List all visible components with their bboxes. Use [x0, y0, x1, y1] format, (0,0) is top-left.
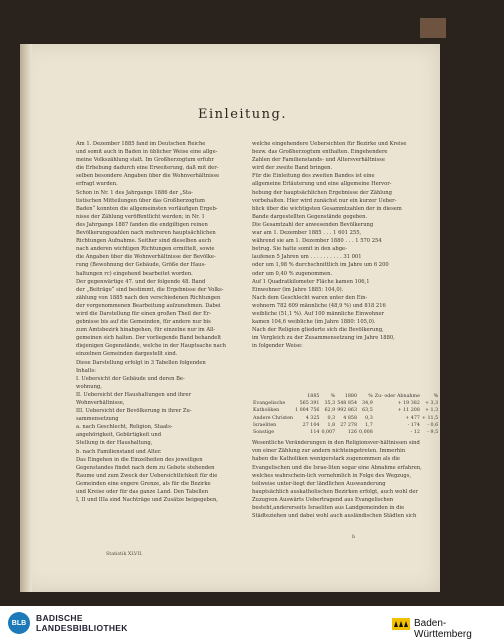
- text-line: stark zugenommen als die Evangelischen und die Israe-: [252, 456, 400, 471]
- text-line: ziehen und dabei wohl auch ausländischen Städten sich: [269, 513, 417, 520]
- text-line: zählung von 1885 nach den verschiedenen Richtungen: [76, 294, 221, 301]
- text-line: und somit auch in Baden in üblicher Weise eine allge-: [76, 149, 218, 156]
- book-edge: [420, 18, 446, 38]
- printer-signature: Statistik XLVII.: [106, 552, 143, 557]
- table-cell: + 19 382: [397, 401, 420, 407]
- text-line: kamen 104,6 weibliche (im Jahre 1880: 105,0).: [252, 319, 376, 326]
- text-line: Diese Darstellung erfolgt in 3 Tabellen folgenden: [76, 359, 206, 366]
- text-line: Auf 1 Quadratkilometer Fläche kamen 106,1: [252, 278, 370, 285]
- table-header-cell: Zu- oder Abnahme: [374, 394, 420, 399]
- footer-bar: [0, 606, 504, 642]
- right-text-column: [252, 140, 422, 350]
- table-cell: 27 104: [302, 422, 320, 428]
- religion-table: [252, 393, 439, 520]
- text-line: oder um 1,98 % durchschnittlich im Jahre um 6 200: [252, 262, 389, 269]
- table-cell: Israeliten: [253, 422, 277, 428]
- table-cell: 62,9: [324, 408, 336, 414]
- table-cell: 63,5: [362, 408, 373, 414]
- table-cell: 1,8: [327, 422, 336, 428]
- text-line: wird der zweite Band bringen.: [252, 165, 333, 172]
- blb-name-line2: LANDESBIBLIOTHEK: [36, 623, 128, 633]
- table-row: [252, 422, 439, 429]
- table-cell: Evangelische: [253, 401, 286, 407]
- text-line: gemeinen sich halten. Der vorliegende Band behandelt: [76, 335, 222, 342]
- table-cell: + 11 208: [397, 408, 420, 414]
- text-line: diejenigen Gegenstände, welche in der Hauptsache nach: [76, 343, 226, 350]
- text-line: sammensetzung: [76, 416, 119, 423]
- text-line: hebung der hauptsächlichen Ergebnisse der Zählung: [252, 189, 392, 196]
- text-line: andererseits Israeliten aus Landgemeinden in die Städte: [252, 504, 405, 520]
- text-line: katholischen Bezirken erfolgt, auch wohl der Zuzug: [252, 488, 418, 503]
- page-gutter: [20, 44, 32, 592]
- text-line: Am 1. Dezember 1885 fand im Deutschen Reiche: [76, 141, 206, 147]
- text-line: Der gegenwärtige 47. und der folgende 48. Band: [76, 278, 206, 285]
- table-cell: Katholiken: [253, 408, 280, 414]
- text-line: meine Volkszählung statt. Im Großherzogtum erfuhr: [76, 157, 214, 164]
- table-cell: 1,7: [365, 422, 373, 428]
- text-line: tistischen Mitteilungen über das Großherzogtum: [76, 197, 205, 204]
- text-line: nach anderen wichtigen Richtungen ermittelt, sowie: [76, 246, 215, 253]
- page-mark: b: [352, 534, 356, 540]
- text-line: welche eingehendere Uebersichten für Bezirke und Kreise: [252, 141, 407, 147]
- text-line: erfragt wurden.: [76, 181, 118, 188]
- table-cell: 0,3: [327, 415, 336, 421]
- text-line: b. nach Familienstand und Alter.: [76, 448, 162, 455]
- table-cell: 114: [310, 430, 320, 436]
- text-line: angehörigkeit, Gebürtigkeit und: [76, 432, 162, 439]
- text-line: Raume und zum Zweck der Uebersichtlichkeit für die: [76, 472, 218, 479]
- text-line: wird die Darstellung für einen großen Theil der Er-: [76, 310, 212, 317]
- text-line: III. Uebersicht der Bevölkerung in ihrer Zu-: [76, 408, 192, 415]
- text-line: I, II und IIIa sind Nachträge und Zusätze beigegeben,: [76, 497, 218, 504]
- table-cell: 1 004 756: [295, 408, 320, 414]
- text-line: a. nach Geschlecht, Religion, Staats-: [76, 424, 173, 431]
- table-cell: + 477: [405, 415, 420, 421]
- table-header-cell: %: [433, 394, 439, 399]
- table-cell: Sonstige: [253, 430, 275, 436]
- text-line: Baden“ konnten die allgemeinsten vorläufigen Ergeb-: [76, 205, 218, 212]
- text-line: Nach der Religion gliederte sich die Bevölkerung,: [252, 327, 384, 334]
- text-line: Richtungen Aufnahme. Seither sind dieselben auch: [76, 238, 212, 245]
- table-row: [252, 415, 439, 422]
- table-header-cell: %: [368, 394, 373, 399]
- text-line: der vorgenommenen Bearbeitung aufzunehmen. Dabei: [76, 302, 221, 309]
- religion-table-header: [252, 393, 439, 400]
- table-header-cell: [252, 393, 294, 400]
- page-heading: Einleitung.: [198, 107, 287, 122]
- text-line: während sie am 1. Dezember 1880 . . . 1 570 254: [252, 238, 382, 245]
- text-line: allgemeine Erläuterung und eine allgemeine Hervor-: [252, 181, 392, 188]
- text-line: im Vergleich zu der Zusammensetzung im Jahre 1880,: [252, 335, 395, 342]
- table-cell: 35,3: [324, 401, 336, 407]
- table-cell: 0,008: [359, 430, 373, 436]
- text-line: Gegenstandes findet nach dem zu Gebote stehenden: [76, 464, 215, 471]
- text-line: betrug. Sie hatte somit in den abge-: [252, 246, 347, 253]
- table-cell: - 0,6: [427, 422, 439, 428]
- text-line: Wesentliche Veränderungen in den Religionsver-: [252, 440, 381, 447]
- table-cell: 992 863: [337, 408, 358, 414]
- table-cell: + 3,3: [424, 401, 439, 407]
- text-line: oder um 0,40 % zugenommen.: [252, 270, 333, 277]
- text-line: bezw. das Großherzogtum enthalten. Eingehendere: [252, 149, 388, 156]
- text-line: nisse der Zählung veröffentlicht werden; in Nr. 1: [76, 213, 205, 220]
- bw-lions-icon: [392, 618, 410, 630]
- table-cell: - 12: [410, 430, 420, 436]
- text-line: Zahlen der Familienstands- und Altersverhältnisse: [252, 157, 385, 164]
- blb-name[interactable]: [36, 613, 128, 633]
- table-cell: 4 858: [343, 415, 358, 421]
- blb-name-line1: BADISCHE: [36, 613, 83, 623]
- text-line: liten sogar eine Abnahme erfahren, welches wahrschein-: [252, 464, 422, 479]
- table-cell: 0,3: [365, 415, 373, 421]
- text-line: wohnung,: [76, 383, 102, 390]
- text-line: Das Eingehen in die Einzelheiten des jeweiligen: [76, 456, 203, 463]
- text-line: Schon in Nr. 1 des Jahrgangs 1886 der „Sta-: [76, 189, 193, 196]
- text-line: I. Uebersicht der Gebäude und deren Be-: [76, 375, 185, 382]
- blb-logo-icon[interactable]: BLB: [8, 612, 30, 634]
- text-line: vorbehalten. Hier wird zunächst nur ein kurzer Ueber-: [252, 197, 397, 204]
- bw-name[interactable]: Baden-Württemberg: [414, 618, 472, 640]
- text-line: Stellung in der Haushaltung,: [76, 440, 153, 447]
- table-cell: 565 391: [299, 401, 320, 407]
- text-line: hältnissen sind von einer Zählung zur andern nicht: [252, 440, 420, 455]
- text-line: Für die Einleitung des zweiten Bandes ist eine: [252, 173, 375, 180]
- table-cell: 34,9: [362, 401, 373, 407]
- table-cell: - 9,5: [427, 430, 439, 436]
- table-cell: 548 854: [337, 401, 358, 407]
- text-line: eingetreten. Immerhin haben die Katholiken weniger: [252, 448, 406, 463]
- table-cell: - 174: [407, 422, 420, 428]
- table-header-cell: %: [330, 394, 336, 399]
- text-line: Gemeinden eine engere Grenze, als für die Bezirke: [76, 480, 211, 487]
- table-row: [252, 429, 439, 436]
- left-text-column: [76, 140, 246, 504]
- table-cell: 126: [347, 430, 358, 436]
- text-line: zum Amtsbezirk hinabgehen, für einzelne nur im All-: [76, 327, 216, 334]
- text-line: die Erhebung dadurch eine Erweiterung, daß mit der-: [76, 165, 219, 172]
- text-line: Wohnverhältnisse,: [76, 400, 125, 406]
- table-cell: + 11,5: [421, 415, 439, 421]
- text-line: Inhalts:: [76, 367, 96, 374]
- right-column-tail: [252, 439, 422, 520]
- table-cell: 0,007: [321, 430, 336, 436]
- text-line: blick über die wichtigsten Gesammtzahlen der in diesem: [252, 205, 402, 212]
- text-line: von Auswärts Uebertragend aus Evangelischen besteht,: [252, 496, 394, 511]
- text-line: und Kreise oder für das ganze Land. Den Tabellen: [76, 489, 209, 496]
- table-cell: 4 325: [305, 415, 320, 421]
- table-cell: 27 278: [340, 422, 358, 428]
- text-line: II. Uebersicht der Haushaltungen und ihrer: [76, 391, 192, 398]
- text-line: wohnern 782 609 männliche (48,9 %) und 818 216: [252, 302, 386, 309]
- text-line: einzelnen Gemeinden dargestellt sind.: [76, 351, 178, 358]
- text-line: weibliche (51,1 %). Auf 100 männliche Einwohner: [252, 310, 385, 317]
- text-line: Bevölkerungszahlen nach mehreren hauptsächlichen: [76, 230, 216, 237]
- text-line: war am 1. Dezember 1885 . . . 1 601 255,: [252, 230, 362, 237]
- text-line: haltungen rc) eingehend bearbeitet worden.: [76, 270, 193, 277]
- text-line: rung (Bewohnung der Gebäude, Größe der Haus-: [76, 262, 206, 269]
- table-row: [252, 400, 439, 407]
- text-line: lich vornehmlich in Folge des Wegzugs, teilweise unter-: [252, 472, 412, 487]
- table-cell: + 1,3: [424, 408, 439, 414]
- text-line: Bande dargestellten Gegenstände gegeben.: [252, 213, 368, 220]
- text-line: selben besondere Angaben über die Wohnverhältnisse: [76, 173, 220, 180]
- text-line: der „Beiträge“ sind bestimmt, die Ergebnisse der Volks-: [76, 286, 224, 293]
- table-header-cell: 1885: [307, 394, 320, 399]
- text-line: in folgender Weise:: [252, 343, 303, 350]
- text-line: Die Gesamtzahl der anwesenden Bevölkerung: [252, 221, 374, 228]
- text-line: Nach dem Geschlecht waren unter den Ein-: [252, 294, 368, 301]
- text-line: liegt der ländlichen Auswanderung hauptsächlich aus: [252, 480, 386, 495]
- table-header-cell: 1880: [344, 394, 358, 399]
- text-line: Einwohner (im Jahre 1885: 104,0).: [252, 286, 344, 293]
- text-line: gebnisse bis auf die Gemeinden, für andere nur bis: [76, 319, 211, 326]
- text-line: des Jahrgangs 1887 fanden die endgiltigen reinen: [76, 221, 208, 228]
- text-line: die Angaben über die Wohnverhältnisse der Bevölke-: [76, 254, 216, 261]
- table-cell: Andere Christen: [253, 415, 294, 421]
- text-line: laufenen 5 Jahren um . . . . . . . . . . 31 001: [252, 254, 362, 261]
- table-row: [252, 407, 439, 414]
